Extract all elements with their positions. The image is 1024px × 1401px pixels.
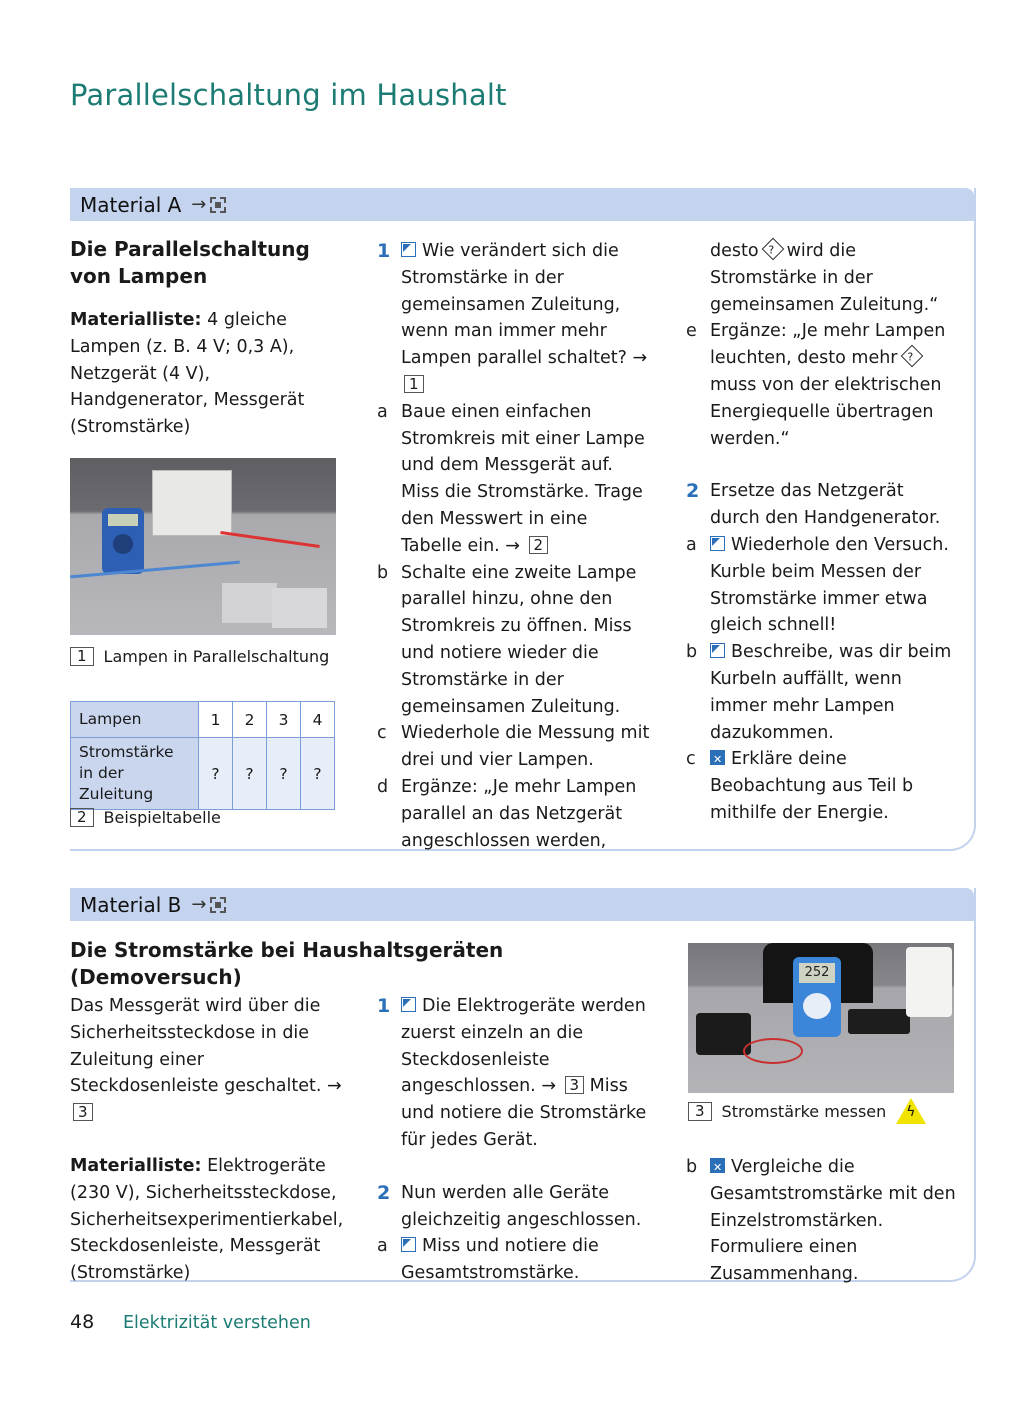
task-1b: b Schalte eine zweite Lampe parallel hinzu, ohne den Stromkreis zu öffnen. Miss und notiere wieder die Stromstärke in der gemeinsamen Zuleitung.	[377, 562, 637, 717]
task-2c: c ✕ Erkläre deine Beobachtung aus Teil b mithilfe der Energie.	[686, 746, 956, 826]
task-1d: d Ergänze: „Je mehr Lampen parallel an das Netzgerät angeschlossen werden,	[377, 776, 637, 851]
table-col-3: 3	[267, 702, 301, 738]
level-1-checkbox-icon	[401, 242, 416, 257]
material-a-middle-column	[377, 238, 652, 854]
material-b-right-column	[686, 1154, 961, 1288]
material-a-materialliste: Materialliste: 4 gleiche Lampen (z. B. 4 V; 0,3 A), Netzgerät (4 V), Handgenerator, Messgerät (Stromstärke)	[70, 310, 305, 438]
material-b-title: Material B	[80, 892, 182, 917]
multimeter-device	[102, 508, 144, 574]
material-a-left-column	[70, 236, 330, 441]
task-1d-continued: desto ? wird die Stromstärke in der gemeinsamen Zuleitung.“	[686, 238, 956, 318]
table-header-lampen: Lampen	[71, 702, 199, 738]
level-1-checkbox-icon	[401, 997, 416, 1012]
media-link-icon[interactable]	[210, 197, 226, 213]
placeholder-diamond-icon: ?	[900, 345, 923, 368]
figure-3-photo	[688, 943, 954, 1093]
figure-ref[interactable]: 3	[73, 1103, 93, 1121]
multimeter-device: 252	[793, 957, 841, 1037]
task-b2b: b ✕ Vergleiche die Gesamtstromstärke mit den Einzelstromstärken. Formuliere einen Zusammenhang.	[686, 1154, 961, 1288]
table-col-2: 2	[233, 702, 267, 738]
figure-ref[interactable]: 1	[404, 375, 424, 393]
table-col-4: 4	[301, 702, 335, 738]
lamp-holder-1	[222, 583, 277, 623]
arrow-icon: →	[191, 194, 207, 215]
task-1e: e Ergänze: „Je mehr Lampen leuchten, desto mehr ? muss von der elektrischen Energiequelle übertragen werden.“	[686, 321, 946, 449]
table-row-label: Stromstärke in der Zuleitung	[71, 738, 199, 810]
task-b2a: a Miss und notiere die Gesamtstromstärke.	[377, 1236, 599, 1284]
lamp-holder-2	[272, 588, 327, 628]
media-link-icon[interactable]	[210, 897, 226, 913]
level-3-checkbox-icon	[710, 750, 725, 765]
table-cell: ?	[267, 738, 301, 810]
material-b-intro: Das Messgerät wird über die Sicherheitssteckdose in die Zuleitung einer Steckdosenleiste geschaltet. → 3	[70, 996, 342, 1122]
kettle	[906, 947, 952, 1017]
power-strip	[848, 1009, 910, 1034]
task-1: 1 Wie verändert sich die Stromstärke in der gemeinsamen Zuleitung, wenn man immer mehr Lampen parallel schaltet? → 1	[377, 240, 648, 393]
figure-3-caption: 3 Stromstärke messen ϟ	[688, 1098, 926, 1124]
level-1-checkbox-icon	[401, 1237, 416, 1252]
chapter-title: Elektrizität verstehen	[123, 1313, 311, 1333]
table-cell: ?	[233, 738, 267, 810]
material-b-header	[70, 888, 974, 921]
high-voltage-warning-icon: ϟ	[896, 1098, 926, 1124]
figure-ref[interactable]: 3	[565, 1076, 585, 1094]
material-a-header	[70, 188, 974, 221]
task-b1: 1 Die Elektrogeräte werden zuerst einzeln an die Steckdosenleiste angeschlossen. → 3 Miss und notiere die Stromstärke für jedes Gerät.	[377, 995, 647, 1150]
power-supply-device	[152, 470, 232, 536]
material-a-title: Material A	[80, 192, 182, 217]
arrow-icon: →	[191, 894, 207, 915]
page-number: 48	[70, 1311, 95, 1333]
task-1a: a Baue einen einfachen Stromkreis mit einer Lampe und dem Messgerät auf. Miss die Stromstärke. Trage den Messwert in eine Tabelle ein. → 2	[377, 401, 645, 556]
figure-1-photo	[70, 458, 336, 635]
table-cell: ?	[301, 738, 335, 810]
figure-ref[interactable]: 2	[529, 536, 549, 554]
example-table	[70, 701, 335, 810]
material-b-left-column	[70, 993, 355, 1287]
task-1c: c Wiederhole die Messung mit drei und vier Lampen.	[377, 723, 650, 771]
material-b-middle-column	[377, 993, 657, 1287]
material-b-materialliste: Materialliste: Elektrogeräte (230 V), Sicherheitssteckdose, Sicherheitsexperimentierkabel, Steckdosenleiste, Messgerät (Stromstärke)	[70, 1155, 344, 1284]
task-b2: 2 Nun werden alle Geräte gleichzeitig angeschlossen.	[377, 1181, 642, 1230]
level-1-checkbox-icon	[710, 536, 725, 551]
task-2a: a Wiederhole den Versuch. Kurble beim Messen der Stromstärke immer etwa gleich schnell!	[686, 534, 949, 636]
material-a-heading: Die Parallelschaltung von Lampen	[70, 237, 310, 288]
table-col-1: 1	[199, 702, 233, 738]
task-2b: b Beschreibe, was dir beim Kurbeln auffällt, wenn immer mehr Lampen dazukommen.	[686, 642, 952, 743]
table-cell: ?	[199, 738, 233, 810]
page-title: Parallelschaltung im Haushalt	[70, 78, 507, 112]
material-a-right-column	[686, 238, 956, 827]
level-1-checkbox-icon	[710, 643, 725, 658]
material-b-heading: Die Stromstärke bei Haushaltsgeräten (Demoversuch)	[70, 938, 504, 989]
figure-1-caption: 1 Lampen in Parallelschaltung	[70, 647, 329, 666]
level-3-checkbox-icon	[710, 1158, 725, 1173]
placeholder-diamond-icon: ?	[761, 238, 784, 261]
figure-2-caption: 2 Beispieltabelle	[70, 808, 221, 827]
task-2: 2 Ersetze das Netzgerät durch den Handgenerator.	[686, 480, 941, 529]
